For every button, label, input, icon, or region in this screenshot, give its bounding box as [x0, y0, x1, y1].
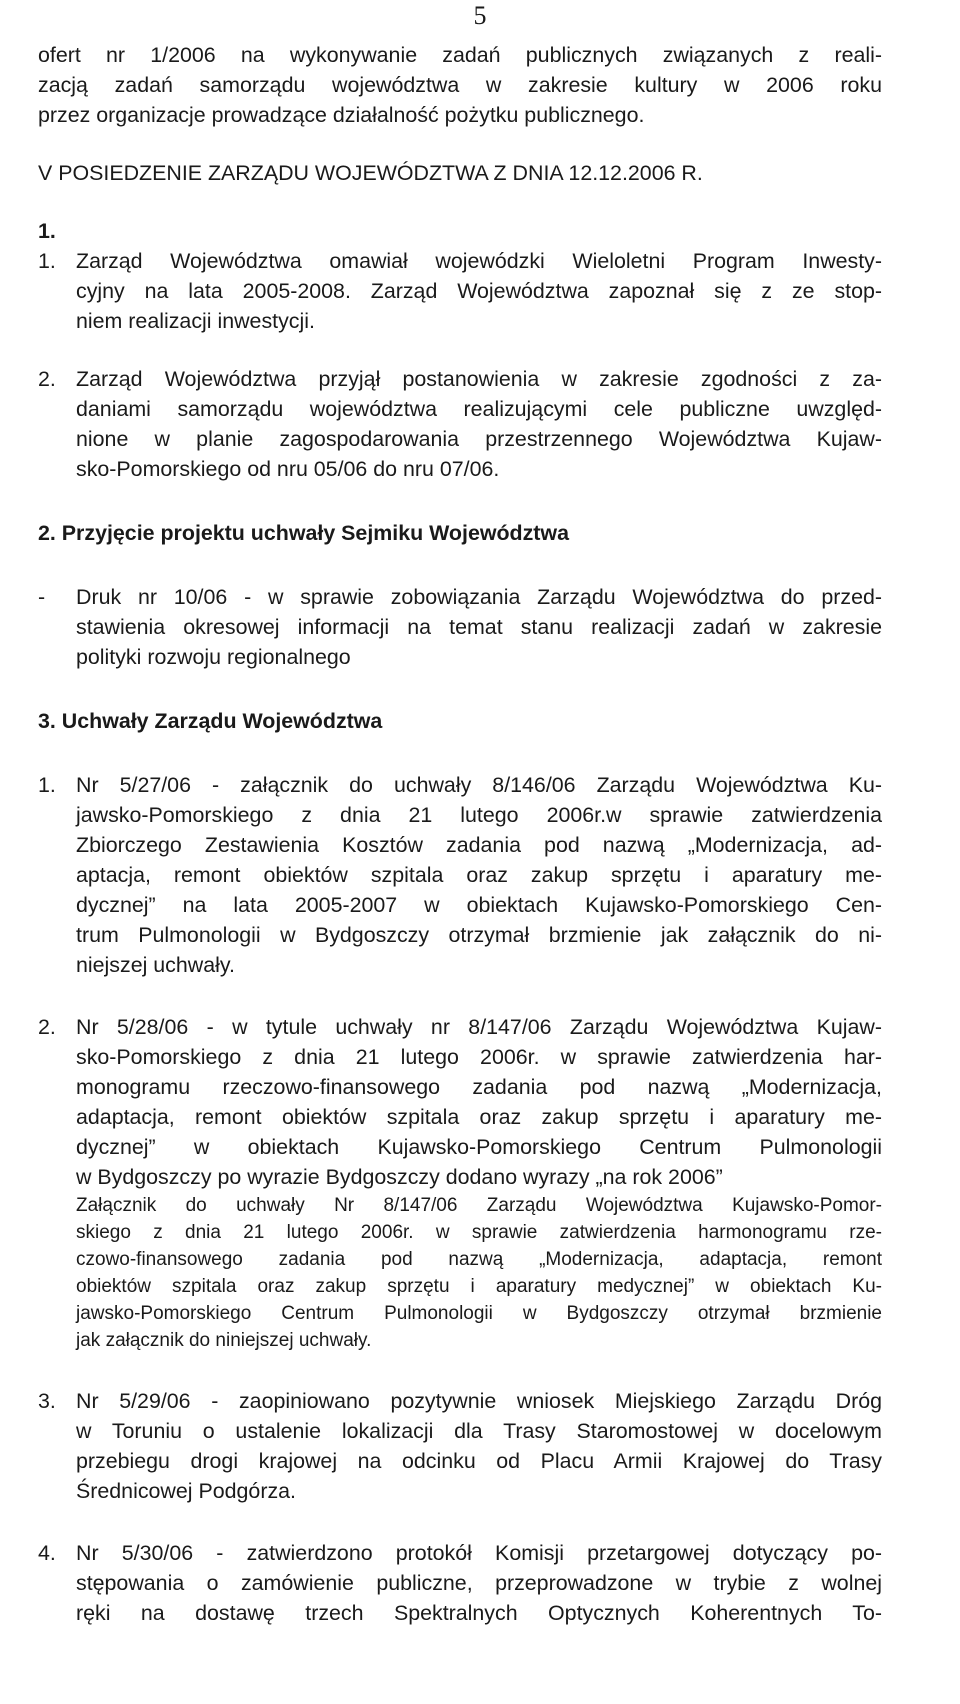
- intro-paragraph: [38, 40, 882, 130]
- text-line: zacją zadań samorządu województwa w zakresie kultury w 2006 roku: [38, 73, 882, 97]
- text-line: jawsko-Pomorskiego Centrum Pulmonologii w Bydgoszczy otrzymał brzmienie: [76, 1303, 882, 1324]
- text-line: monogramu rzeczowo-finansowego zadania pod nazwą „Modernizacja,: [76, 1075, 882, 1099]
- text-line: stępowania o zamówienie publiczne, przeprowadzone w trybie z wolnej: [76, 1571, 882, 1595]
- text-line: Nr 5/30/06 - zatwierdzono protokół Komisji przetargowej dotyczący po-: [76, 1541, 882, 1565]
- text-line: Zarząd Województwa omawiał wojewódzki Wieloletni Program Inwesty-: [76, 249, 882, 273]
- list-item: [38, 1386, 882, 1506]
- text-line: Druk nr 10/06 - w sprawie zobowiązania Zarządu Województwa do przed-: [76, 585, 882, 609]
- text-line: w Bydgoszczy po wyrazie Bydgoszczy dodano wyrazy „na rok 2006”: [76, 1165, 723, 1189]
- item-number: 4.: [38, 1541, 56, 1565]
- list-item: [38, 770, 882, 980]
- text-line: polityki rozwoju regionalnego: [76, 645, 351, 669]
- text-line: Nr 5/29/06 - zaopiniowano pozytywnie wniosek Miejskiego Zarządu Dróg: [76, 1389, 882, 1413]
- text-line: aptacja, remont obiektów szpitala oraz zakup sprzętu i aparatury me-: [76, 863, 882, 887]
- text-line: sko-Pomorskiego z dnia 21 lutego 2006r. w sprawie zatwierdzenia har-: [76, 1045, 882, 1069]
- list-item: [38, 246, 882, 336]
- text-line: Zarząd Województwa przyjął postanowienia w zakresie zgodności z za-: [76, 367, 882, 391]
- text-line: daniami samorządu województwa realizującymi cele publiczne uwzględ-: [76, 397, 882, 421]
- text-line: sko-Pomorskiego od nru 05/06 do nru 07/06.: [76, 457, 500, 481]
- section-heading: 2. Przyjęcie projektu uchwały Sejmiku Województwa: [38, 521, 569, 545]
- text-line: skiego z dnia 21 lutego 2006r. w sprawie zatwierdzenia harmonogramu rze-: [76, 1222, 882, 1243]
- item-number: 1.: [38, 249, 56, 273]
- text-line: Nr 5/28/06 - w tytule uchwały nr 8/147/06 Zarządu Województwa Kujaw-: [76, 1015, 882, 1039]
- text-line: przebiegu drogi krajowej na odcinku od Placu Armii Krajowej do Trasy: [76, 1449, 882, 1473]
- text-line: Zbiorczego Zestawienia Kosztów zadania pod nazwą „Modernizacja, ad-: [76, 833, 882, 857]
- list-item: [38, 364, 882, 484]
- text-line: obiektów szpitala oraz zakup sprzętu i aparatury medycznej” w obiektach Ku-: [76, 1276, 882, 1297]
- text-line: niejszej uchwały.: [76, 953, 235, 977]
- text-line: ofert nr 1/2006 na wykonywanie zadań publicznych związanych z reali-: [38, 43, 882, 67]
- subsection-number: 1.: [38, 219, 56, 243]
- text-line: trum Pulmonologii w Bydgoszczy otrzymał brzmienie jak załącznik do ni-: [76, 923, 882, 947]
- text-line: Nr 5/27/06 - załącznik do uchwały 8/146/06 Zarządu Województwa Ku-: [76, 773, 882, 797]
- item-number: 1.: [38, 773, 56, 797]
- text-line: stawienia okresowej informacji na temat stanu realizacji zadań w zakresie: [76, 615, 882, 639]
- item-number: 3.: [38, 1389, 56, 1413]
- section-heading: 3. Uchwały Zarządu Województwa: [38, 709, 383, 733]
- text-line: niem realizacji inwestycji.: [76, 309, 315, 333]
- item-number: 2.: [38, 1015, 56, 1039]
- text-line: Średnicowej Podgórza.: [76, 1479, 296, 1503]
- text-line: jawsko-Pomorskiego z dnia 21 lutego 2006r.w sprawie zatwierdzenia: [76, 803, 882, 827]
- item-number: 2.: [38, 367, 56, 391]
- dash-marker: -: [38, 585, 46, 609]
- text-line: dycznej” na lata 2005-2007 w obiektach Kujawsko-Pomorskiego Cen-: [76, 893, 882, 917]
- text-line: dycznej” w obiektach Kujawsko-Pomorskiego Centrum Pulmonologii: [76, 1135, 882, 1159]
- text-line: jak załącznik do niniejszej uchwały.: [76, 1330, 372, 1351]
- page-number: 5: [473, 1, 487, 30]
- list-item: [38, 582, 882, 672]
- document-body: [38, 40, 882, 1628]
- text-line: przez organizacje prowadzące działalność pożytku publicznego.: [38, 103, 645, 127]
- list-item: [38, 1538, 882, 1628]
- text-line: ręki na dostawę trzech Spektralnych Optycznych Koherentnych To-: [76, 1601, 882, 1625]
- text-line: adaptacja, remont obiektów szpitala oraz zakup sprzętu i aparatury me-: [76, 1105, 882, 1129]
- text-line: Załącznik do uchwały Nr 8/147/06 Zarządu Województwa Kujawsko-Pomor-: [76, 1195, 882, 1216]
- section-title: V POSIEDZENIE ZARZĄDU WOJEWÓDZTWA Z DNIA 12.12.2006 R.: [38, 161, 703, 185]
- list-item: [38, 1012, 882, 1354]
- text-line: w Toruniu o ustalenie lokalizacji dla Trasy Staromostowej w docelowym: [76, 1419, 882, 1443]
- text-line: czowo-finansowego zadania pod nazwą „Modernizacja, adaptacja, remont: [76, 1249, 882, 1270]
- text-line: nione w planie zagospodarowania przestrzennego Województwa Kujaw-: [76, 427, 882, 451]
- text-line: cyjny na lata 2005-2008. Zarząd Województwa zapoznał się z ze stop-: [76, 279, 882, 303]
